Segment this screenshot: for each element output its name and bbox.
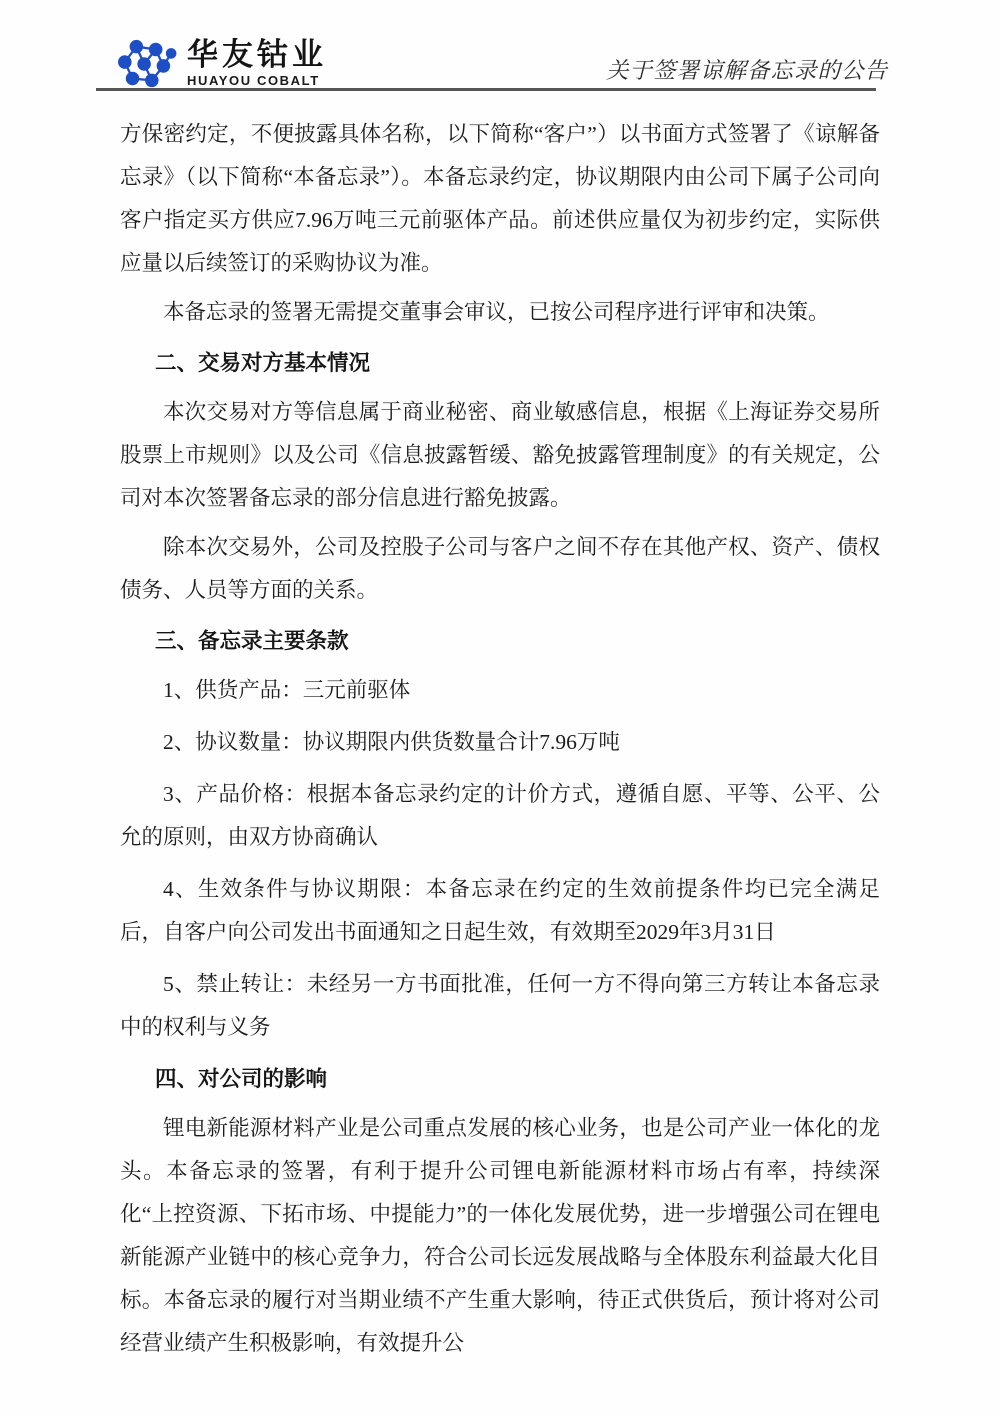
heading-section-3: 三、备忘录主要条款 xyxy=(155,629,349,653)
huayou-molecule-logo-icon xyxy=(116,36,178,92)
heading-section-2: 二、交易对方基本情况 xyxy=(155,351,371,375)
heading-section-4: 四、对公司的影响 xyxy=(155,1067,328,1091)
term-item-2-quantity: 2、协议数量：协议期限内供货数量合计7.96万吨 xyxy=(163,730,620,754)
term-item-1-product: 1、供货产品：三元前驱体 xyxy=(163,678,411,702)
term-item-5-transfer: 5、禁止转让：未经另一方书面批准，任何一方不得向第三方转让本备忘录中的权利与义务 xyxy=(120,972,880,1039)
document-body xyxy=(120,113,880,1371)
para-relationship: 除本次交易外，公司及控股子公司与客户之间不存在其他产权、资产、债权债务、人员等方面的关系。 xyxy=(120,535,880,602)
logo-wordmark xyxy=(187,39,327,88)
para-board-review: 本备忘录的签署无需提交董事会审议，已按公司程序进行评审和决策。 xyxy=(163,300,830,324)
company-logo xyxy=(96,36,327,88)
page-header xyxy=(96,0,888,91)
logo-cn-text: 华友钴业 xyxy=(187,37,327,72)
para-counterparty-info: 本次交易对方等信息属于商业秘密、商业敏感信息，根据《上海证券交易所股票上市规则》以及公司《信息披露暂缓、豁免披露管理制度》的有关规定，公司对本次签署备忘录的部分信息进行豁免披露。 xyxy=(120,400,880,510)
term-item-4-validity: 4、生效条件与协议期限：本备忘录在约定的生效前提条件均已完全满足后，自客户向公司发出书面通知之日起生效，有效期至2029年3月31日 xyxy=(120,877,880,944)
para-company-impact: 锂电新能源材料产业是公司重点发展的核心业务，也是公司产业一体化的龙头。本备忘录的签署，有利于提升公司锂电新能源材料市场占有率，持续深化“上控资源、下拓市场、中提能力”的一体化发展优势，进一步增强公司在锂电新能源产业链中的核心竞争力，符合公司长远发展战略与全体股东利益最大化目标。本备忘录的履行对当期业绩不产生重大影响，待正式供货后，预计将对公司经营业绩产生积极影响，有效提升公 xyxy=(120,1116,880,1355)
logo-en-text: HUAYOU COBALT xyxy=(187,73,320,88)
document-title: 关于签署谅解备忘录的公告 xyxy=(605,58,888,83)
term-item-3-price: 3、产品价格：根据本备忘录约定的计价方式，遵循自愿、平等、公平、公允的原则，由双方协商确认 xyxy=(120,782,880,849)
para-intro-continuation: 方保密约定，不便披露具体名称，以下简称“客户”）以书面方式签署了《谅解备忘录》（以下简称“本备忘录”）。本备忘录约定，协议期限内由公司下属子公司向客户指定买方供应7.96万吨三元前驱体产品。前述供应量仅为初步约定，实际供应量以后续签订的采购协议为准。 xyxy=(120,122,880,275)
